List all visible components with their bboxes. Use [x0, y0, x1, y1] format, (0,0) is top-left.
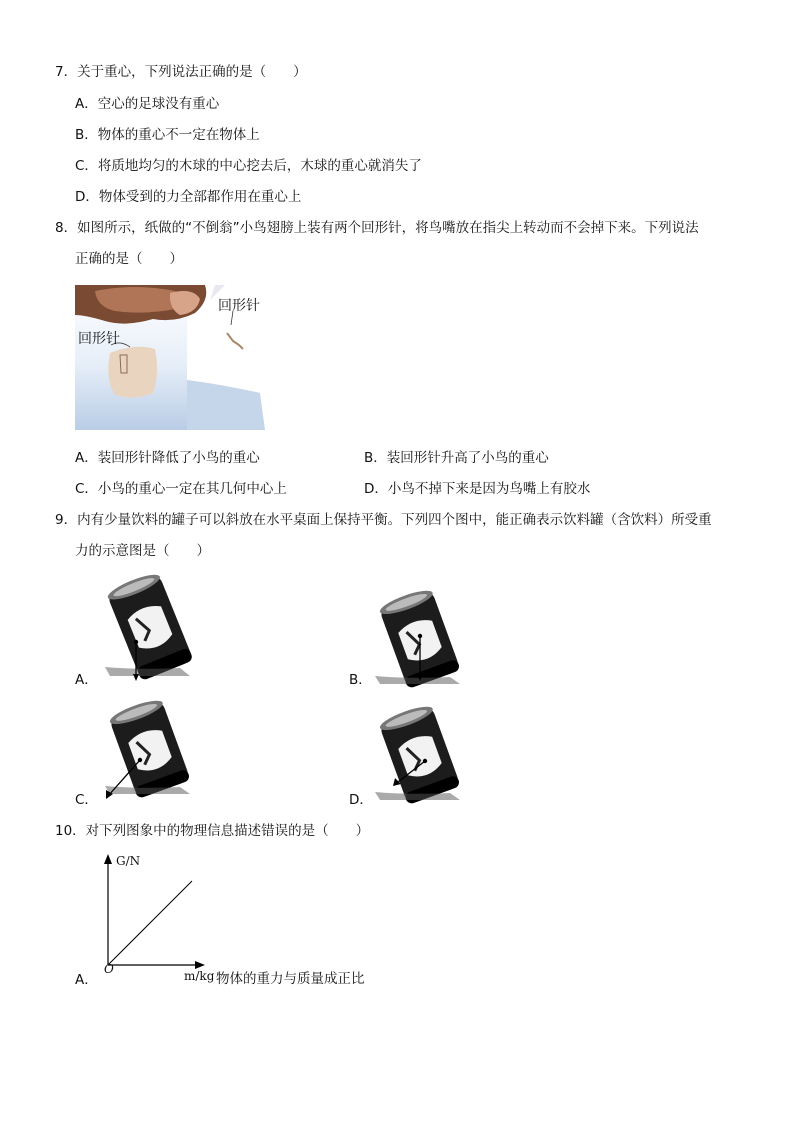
q10-option-a-text: 物体的重力与质量成正比: [216, 971, 365, 987]
q8-stem-line1: 8．如图所示，纸做的“不倒翁”小鸟翅膀上装有两个回形针，将鸟嘴放在指尖上转动而不会掉下来。下列说法: [55, 220, 699, 236]
graph-ylabel: G/N: [116, 854, 141, 868]
can-figure-b: [370, 590, 470, 690]
q10-option-a-label: A．: [75, 972, 98, 988]
graph-xlabel: m/kg: [184, 969, 215, 983]
q9-option-c: C．: [75, 792, 98, 808]
q9-stem-line1: 9．内有少量饮料的罐子可以斜放在水平桌面上保持平衡。下列四个图中，能正确表示饮料罐（含饮料）所受重: [55, 512, 712, 528]
figure-label-left: 回形针: [78, 331, 120, 347]
q9-option-a: A．: [75, 672, 98, 688]
q8-option-c: C．小鸟的重心一定在其几何中心上: [75, 481, 287, 497]
q7-option-c: C．将质地均匀的木球的中心挖去后，木球的重心就消失了: [75, 158, 422, 174]
y-axis-arrow: [104, 854, 112, 864]
can-figure-a: [100, 572, 200, 682]
q8-option-a: A．装回形针降低了小鸟的重心: [75, 450, 260, 466]
q8-stem-line2: 正确的是（ ）: [75, 251, 183, 267]
can-figure-d: [370, 706, 470, 806]
q8-option-b: B．装回形针升高了小鸟的重心: [364, 450, 549, 466]
q9-option-d: D．: [349, 792, 373, 808]
q7-option-b: B．物体的重心不一定在物体上: [75, 127, 260, 143]
figure-label-right: 回形针: [218, 298, 260, 314]
g-m-graph: [95, 850, 225, 980]
q7-stem: 7．关于重心，下列说法正确的是（ ）: [55, 64, 307, 80]
proportional-line: [108, 881, 192, 965]
graph-origin: O: [104, 962, 114, 976]
q9-option-b: B．: [349, 672, 372, 688]
q7-option-a: A．空心的足球没有重心: [75, 96, 220, 112]
q7-option-d: D．物体受到的力全部都作用在重心上: [75, 189, 302, 205]
q9-stem-line2: 力的示意图是（ ）: [75, 543, 210, 559]
can-figure-c: [100, 700, 200, 800]
q8-option-d: D．小鸟不掉下来是因为鸟嘴上有胶水: [364, 481, 591, 497]
q10-stem: 10．对下列图象中的物理信息描述错误的是（ ）: [55, 823, 370, 839]
